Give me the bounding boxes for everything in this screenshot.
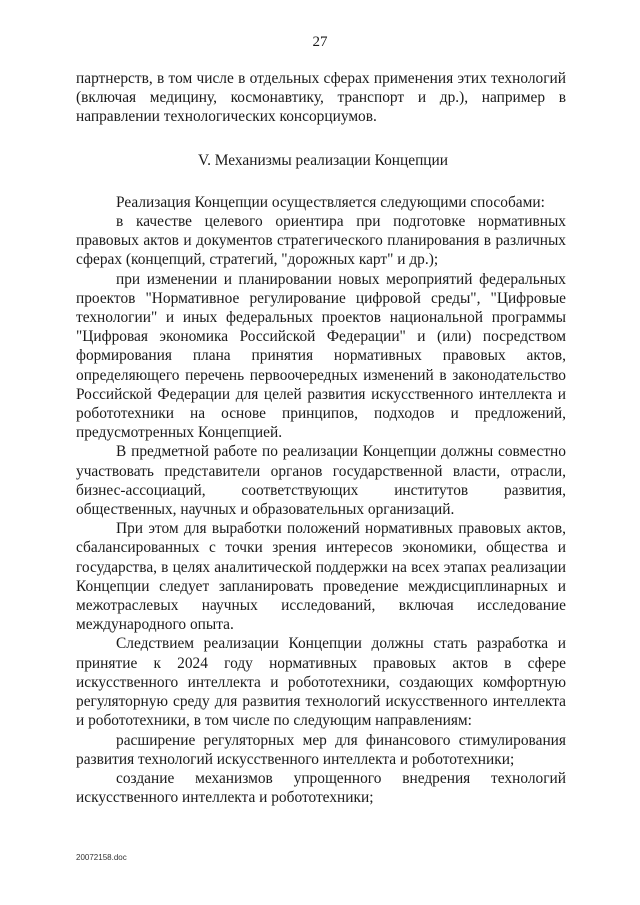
page-number: 27	[312, 34, 328, 50]
paragraph-5: При этом для выработки положений нормативных правовых актов, сбалансированных с точки зрения интересов экономики, общества и государства, в целях аналитической поддержки на всех этапах реализации Концепции следует запланировать проведение междисциплинарных и межотраслевых научных исследований, включая исследование международного опыта.	[76, 520, 566, 634]
paragraph-7: расширение регуляторных мер для финансового стимулирования развития технологий искусственного интеллекта и робототехники;	[76, 731, 566, 768]
paragraph-4: В предметной работе по реализации Концепции должны совместно участвовать представители органов государственной власти, отрасли, бизнес-ассоциаций, соответствующих институтов развития, общественных, научных и образовательных организаций.	[76, 443, 566, 519]
paragraph-continuation: партнерств, в том числе в отдельных сферах применения этих технологий (включая медицину, космонавтику, транспорт и др.), например в направлении технологических консорциумов.	[76, 70, 566, 126]
paragraph-8: создание механизмов упрощенного внедрения технологий искусственного интеллекта и робототехники;	[76, 769, 566, 807]
paragraph-2: в качестве целевого ориентира при подготовке нормативных правовых актов и документов стратегического планирования в различных сферах (концепций, стратегий, "дорожных карт" и др.);	[76, 213, 566, 269]
paragraph-6: Следствием реализации Концепции должны стать разработка и принятие к 2024 году нормативных правовых актов в сфере искусственного интеллекта и робототехники, создающих комфортную регуляторную среду для развития технологий искусственного интеллекта и робототехники, в том числе по следующим направлениям:	[76, 635, 566, 730]
footer-filename: 20072158.doc	[76, 853, 127, 862]
paragraph-3: при изменении и планировании новых мероприятий федеральных проектов "Нормативное регулирование цифровой среды", "Цифровые технологии" и иных федеральных проектов национальной программы "Цифровая экономика Российской Федерации" и (или) посредством формирования плана принятия нормативных правовых актов, определяющего перечень первоочередных изменений в законодательство Российской Федерации для целей развития искусственного интеллекта и робототехники на основе принципов, подходов и предложений, предусмотренных Концепцией.	[76, 270, 566, 442]
section-heading: V. Механизмы реализации Концепции	[197, 151, 449, 169]
document-body	[76, 69, 566, 807]
paragraph-1: Реализация Концепции осуществляется следующими способами:	[116, 193, 545, 211]
